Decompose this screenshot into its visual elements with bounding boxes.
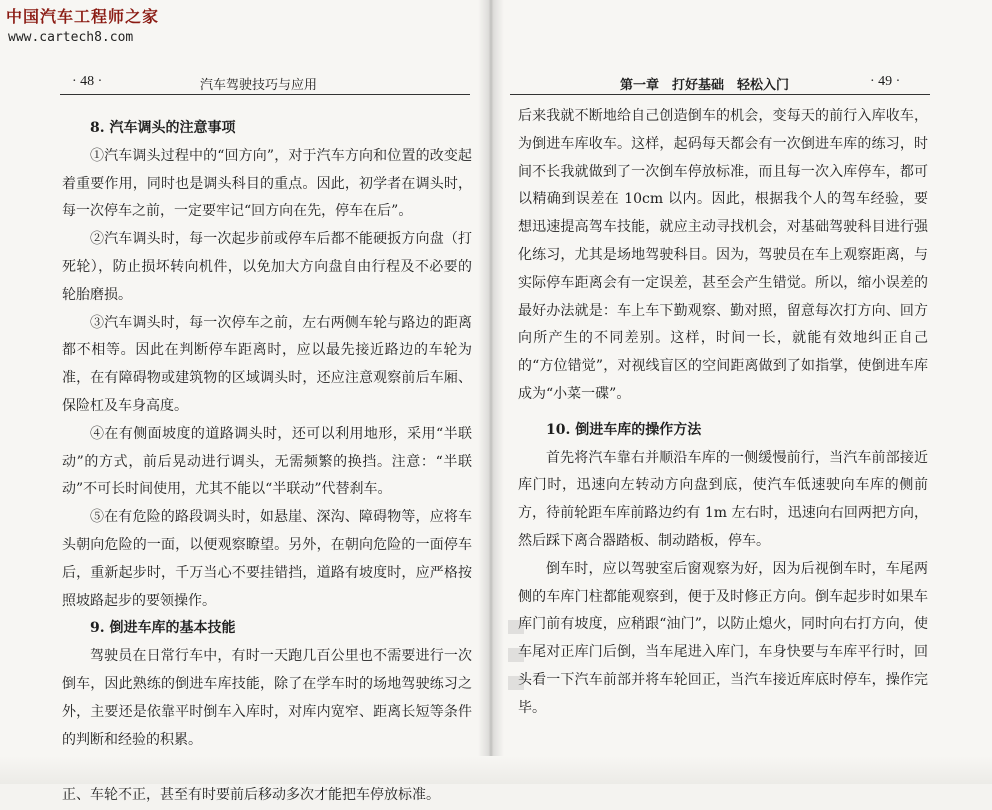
bleed-through-mark [508,676,524,690]
watermark-site-name: 中国汽车工程师之家 [6,7,160,26]
paragraph: ①汽车调头过程中的“回方向”，对于汽车方向和位置的改变起着重要作用，同时也是调头科目的重点。因此，初学者在调头时，每一次停车之前，一定要牢记“回方向在先，停车在后”。 [62,147,472,220]
bleed-through-mark [508,648,524,662]
paragraph: 驾驶员在日常行车中，有时一天跑几百公里也不需要进行一次倒车，因此熟练的倒进车库技能，除了在学车时的场地驾驶练习之外，主要还是依靠平时倒车入库时，对库内宽窄、距离长短等条件的判断和经验的积累。 [62,648,472,748]
right-page [490,0,992,784]
left-page [0,0,490,804]
paragraph: ②汽车调头时，每一次起步前或停车后都不能硬扳方向盘（打死轮），防止损坏转向机件，以免加大方向盘自由行程及不必要的轮胎磨损。 [62,231,472,303]
bleed-through-mark [508,620,524,634]
paragraph: ⑤在有危险的路段调头时，如悬崖、深沟、障碍物等，应将车头朝向危险的一面，以便观察瞭望。另外，在朝向危险的一面停车后，重新起步时，千万当心不要挂错挡，道路有坡度时，应严格按照坡路起步的要领操作。 [62,509,472,609]
paragraph: ④在有侧面坡度的道路调头时，还可以利用地形，采用“半联动”的方式，前后晃动进行调头，无需频繁的换挡。注意：“半联动”不可长时间使用，尤其不能以“半联动”代替刹车。 [62,425,472,498]
left-book-title: 汽车驾驶技巧与应用 [200,78,318,93]
heading-section-10: 10. 倒进车库的操作方法 [546,421,702,438]
paragraph: ③汽车调头时，每一次停车之前，左右两侧车轮与路边的距离都不相等。因此在判断停车距离时，应以最先接近路边的车轮为准，在有障碍物或建筑物的区域调头时，还应注意观察前后车厢、保险杠及车身高度。 [62,314,472,414]
chapter-title: 第一章 打好基础 轻松入门 [620,78,790,93]
heading-section-9: 9. 倒进车库的基本技能 [90,620,236,637]
paragraph: 倒车时，应以驾驶室后窗观察为好，因为后视倒车时，车尾两侧的车库门柱都能观察到，便于及时修正方向。倒车起步时如果车库门前有坡度，应稍跟“油门”，以防止熄火，同时向右打方向，使车尾对正库门后倒，当车尾进入库门，车身快要与车库平行时，回头看一下汽车前部并将车轮回正，当汽车接近库底时停车，操作完毕。 [518,560,928,716]
left-header-rule [60,94,470,95]
book-gutter [478,0,504,784]
left-page-body [62,115,472,810]
right-page-number: · 49 · [870,74,901,89]
watermark-url: www.cartech8.com [8,30,134,45]
left-page-number: · 48 · [72,74,103,89]
heading-section-8: 8. 汽车调头的注意事项 [90,120,236,136]
paragraph: 首先将汽车靠右并顺沿车库的一侧缓慢前行，当汽车前部接近库门时，迅速向左转动方向盘到底，使汽车低速驶向车库的侧前方，待前轮距车库前路边约有 1m 左右时，迅速向右回两把方向，然后踩下离合器踏板、制动踏板，停车。 [518,449,928,549]
right-page-body [518,103,928,723]
right-header-rule [510,94,930,95]
page-bottom-edge [0,756,992,784]
paragraph: 正、车轮不正，甚至有时要前后移动多次才能把车停放标准。 [62,787,440,804]
paragraph: 后来我就不断地给自己创造倒车的机会，变每天的前行入库收车，为倒进车库收车。这样，起码每天都会有一次倒进车库的练习，时间不长我就做到了一次倒车停放标准，而且每一次入库停车，都可以精确到误差在 10cm 以内。因此，根据我个人的驾车经验，要想迅速提高驾车技能，就应主动寻找机会，对基础驾驶科目进行强化练习，尤其是场地驾驶科目。因为，驾驶员在车上观察距离，与实际停车距离会有一定误差，甚至会产生错觉。所以，缩小误差的最好办法就是：车上车下勤观察、勤对照，留意每次打方向、回方向所产生的不同差别。这样，时间一长，就能有效地纠正自己的“方位错觉”，对视线盲区的空间距离做到了如指掌，使倒进车库成为“小菜一碟”。 [518,108,928,402]
